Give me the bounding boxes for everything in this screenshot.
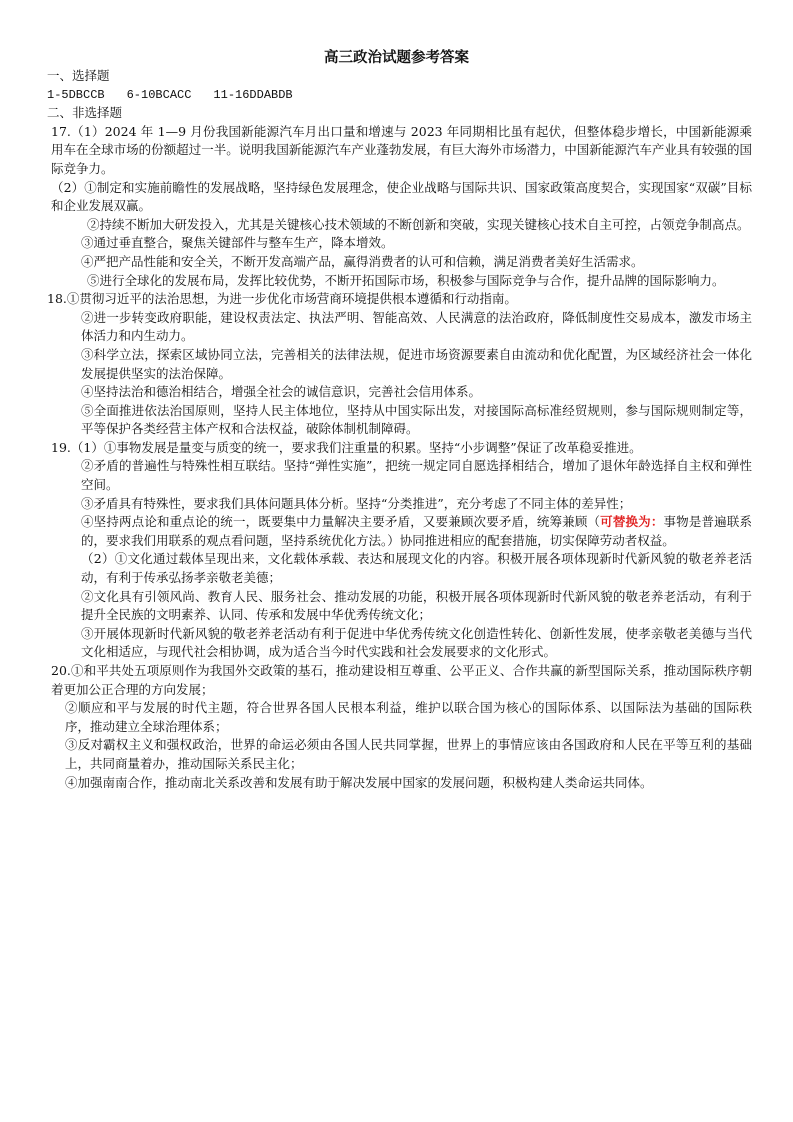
choice-group-1: 1-5DBCCB bbox=[47, 87, 105, 102]
q18-point4: ④坚持法治和德治相结合，增强全社会的诚信意识，完善社会信用体系。 bbox=[81, 384, 482, 400]
q19-part2-point3: ③开展体现新时代新风貌的敬老养老活动有利于促进中华优秀传统文化创造性转化、创新性发展，使孝亲敬老美德与当代文化相适应，与现代社会相协调，成为适合当今时代实践和社会发展要求的文化形式。 bbox=[81, 625, 752, 660]
q20-point2: ②顺应和平与发展的时代主题，符合世界各国人民根本利益，维护以联合国为核心的国际体系、以国际法为基础的国际秩序，推动建立全球治理体系； bbox=[65, 700, 752, 734]
q17-part2-point4: ④严把产品性能和安全关，不断开发高端产品，赢得消费者的认可和信赖，满足消费者美好生活需求。 bbox=[81, 253, 644, 269]
q18-point5: ⑤全面推进依法治国原则，坚持人民主体地位，坚持从中国实际出发，对接国际高标准经贸规则，参与国际规则制定等，平等保护各类经营主体产权和合法权益，破除体制机制障碍。 bbox=[81, 402, 752, 437]
q17-part2-point5: ⑤进行全球化的发展布局，发挥比较优势，不断开拓国际市场，积极参与国际竞争与合作，提升品牌的国际影响力。 bbox=[87, 272, 725, 288]
page-title: 高三政治试题参考答案 bbox=[324, 50, 469, 66]
choice-answers bbox=[47, 86, 752, 105]
q19-part1-point1: 19.（1）①事物发展是量变与质变的统一，要求我们注重量的积累。坚持“小步调整”保证了改革稳妥推进。 bbox=[51, 439, 642, 455]
section-heading-choice: 一、选择题 bbox=[47, 68, 110, 83]
q19-point4-text-a: ④坚持两点论和重点论的统一，既要集中力量解决主要矛盾，又要兼顾次要矛盾，统筹兼顾（ bbox=[81, 514, 601, 530]
section-heading-nonchoice: 二、非选择题 bbox=[47, 105, 123, 121]
q19-part2-point2: ②文化具有引领风尚、教育人民、服务社会、推动发展的功能，积极开展各项体现新时代新风貌的敬老养老活动，有利于提升全民族的文明素养、认同、传承和发展中华优秀传统文化； bbox=[81, 588, 752, 623]
q19-part1-point3: ③矛盾具有特殊性，要求我们具体问题具体分析。坚持“分类推进”，充分考虑了不同主体的差异性； bbox=[81, 495, 632, 511]
q19-part1-point2: ②矛盾的普遍性与特殊性相互联结。坚持“弹性实施”，把统一规定同自愿选择相结合，增加了退休年龄选择自主权和弹性空间。 bbox=[81, 458, 752, 493]
q17-part2-point2: ②持续不断加大研发投入，尤其是关键核心技术领域的不断创新和突破，实现关键核心技术自主可控，占领竞争制高点。 bbox=[87, 216, 750, 232]
q18-point3: ③科学立法，探索区域协同立法，完善相关的法律法规，促进市场资源要素自由流动和优化配置，为区域经济社会一体化发展提供坚实的法治保障。 bbox=[81, 346, 752, 381]
choice-group-2: 6-10BCACC bbox=[126, 87, 192, 102]
q19-part2-point1: （2）①文化通过载体呈现出来，文化载体承载、表达和展现文化的内容。积极开展各项体现新时代新风貌的敬老养老活动，有利于传承弘扬孝亲敬老美德； bbox=[81, 551, 752, 586]
q18-point1: 18.①贯彻习近平的法治思想，为进一步优化市场营商环境提供根本遵循和行动指南。 bbox=[47, 291, 517, 307]
answer-body bbox=[47, 67, 752, 792]
q18-point2: ②进一步转变政府职能，建设权责法定、执法严明、智能高效、人民满意的法治政府，降低制度性交易成本，激发市场主体活力和内生动力。 bbox=[81, 309, 752, 344]
q17-part2-point1: （2）①制定和实施前瞻性的发展战略，坚持绿色发展理念，使企业战略与国际共识、国家政策高度契合，实现国家“双碳”目标和企业发展双赢。 bbox=[51, 179, 752, 214]
q17-part1: 17.（1）2024 年 1—9 月份我国新能源汽车月出口量和增速与 2023 年同期相比虽有起伏，但整体稳步增长，中国新能源乘用车在全球市场的份额超过一半。说明我国新能源汽车产业蓬勃发展，有巨大海外市场潜力，中国新能源汽车产业具有较强的国际竞争力。 bbox=[51, 123, 752, 176]
alternative-note: 可替换为： bbox=[600, 514, 664, 530]
q17-part2-point3: ③通过垂直整合，聚焦关键部件与整车生产，降本增效。 bbox=[81, 235, 394, 251]
choice-group-3: 11-16DDABDB bbox=[213, 87, 293, 102]
q20-point3: ③反对霸权主义和强权政治，世界的命运必须由各国人民共同掌握，世界上的事情应该由各国政府和人民在平等互利的基础上，共同商量着办，推动国际关系民主化； bbox=[65, 737, 752, 771]
q19-part1-point4 bbox=[47, 513, 752, 550]
q20-point1: 20.①和平共处五项原则作为我国外交政策的基石，推动建设相互尊重、公平正义、合作共赢的新型国际关系，推动国际秩序朝着更加公正合理的方向发展； bbox=[51, 663, 752, 697]
q20-point4: ④加强南南合作，推动南北关系改善和发展有助于解决发展中国家的发展问题，积极构建人类命运共同体。 bbox=[65, 774, 653, 790]
q19-point4-text-b: 事物是普遍联系的，要求我们用联系的观点看问题，坚持系统优化方法。）协同推进相应的配套措施，切实保障劳动者权益。 bbox=[81, 514, 752, 548]
